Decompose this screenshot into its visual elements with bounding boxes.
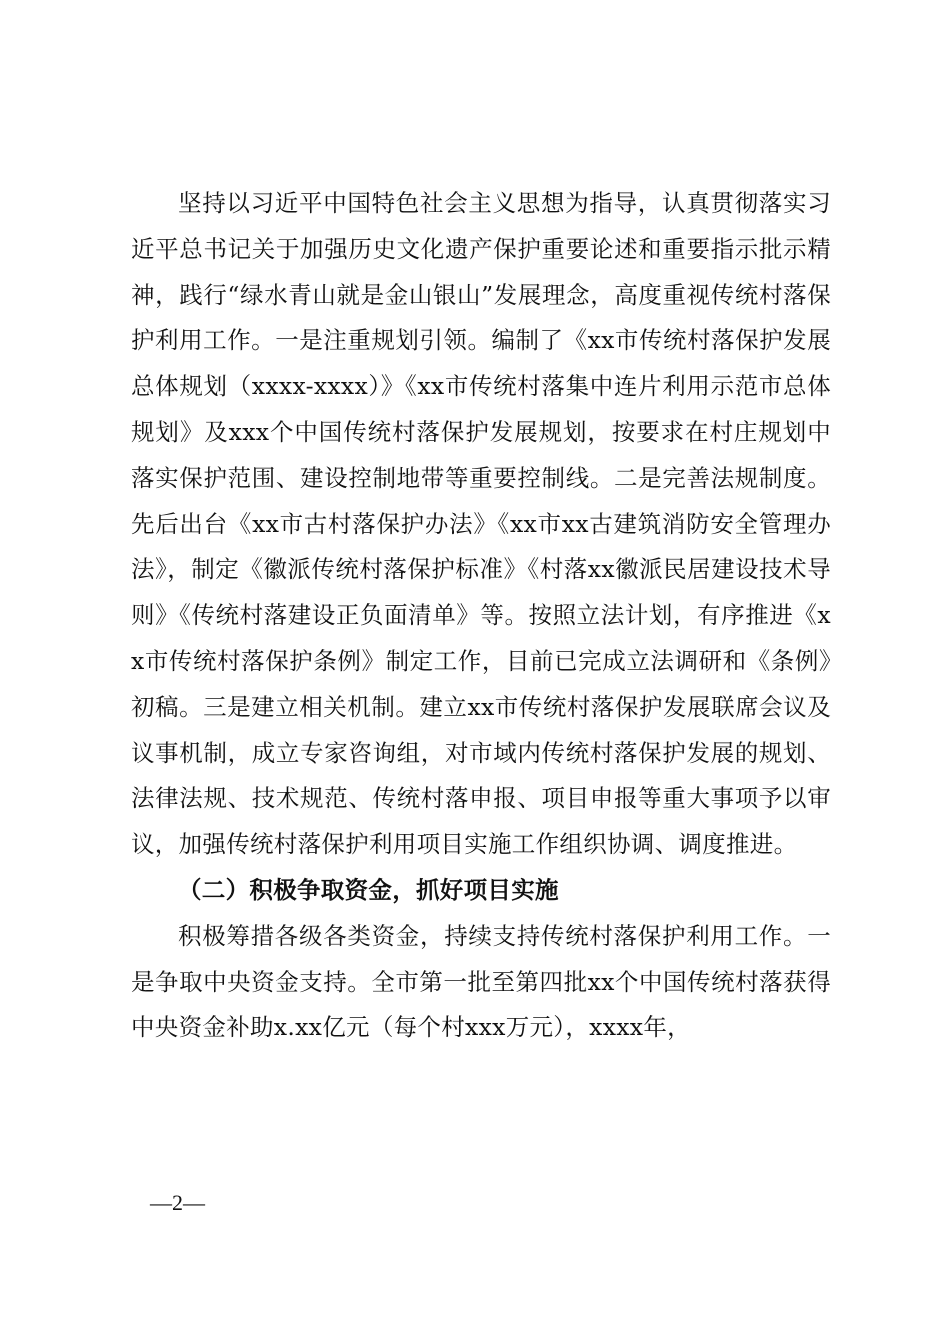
document-body: [131, 181, 831, 1051]
paragraph-funding: 积极筹措各级各类资金，持续支持传统村落保护利用工作。一是争取中央资金支持。全市第一批至第四批xx个中国传统村落获得中央资金补助x.xx亿元（每个村xxx万元），xxxx年，: [131, 921, 831, 1042]
page-number: —2—: [150, 1190, 205, 1215]
paragraph-guiding-principles: 坚持以习近平中国特色社会主义思想为指导，认真贯彻落实习近平总书记关于加强历史文化遗产保护重要论述和重要指示批示精神，践行“绿水青山就是金山银山”发展理念，高度重视传统村落保护利用工作。一是注重规划引领。编制了《xx市传统村落保护发展总体规划（xxxx-xxxx）》《xx市传统村落集中连片利用示范市总体规划》及xxx个中国传统村落保护发展规划，按要求在村庄规划中落实保护范围、建设控制地带等重要控制线。二是完善法规制度。先后出台《xx市古村落保护办法》《xx市xx古建筑消防安全管理办法》，制定《徽派传统村落保护标准》《村落xx徽派民居建设技术导则》《传统村落建设正负面清单》等。按照立法计划，有序推进《xx市传统村落保护条例》制定工作，目前已完成立法调研和《条例》初稿。三是建立相关机制。建立xx市传统村落保护发展联席会议及议事机制，成立专家咨询组，对市域内传统村落保护发展的规划、法律法规、技术规范、传统村落申报、项目申报等重大事项予以审议，加强传统村落保护利用项目实施工作组织协调、调度推进。: [131, 189, 831, 859]
section-heading-funding: （二）积极争取资金，抓好项目实施: [178, 875, 559, 904]
